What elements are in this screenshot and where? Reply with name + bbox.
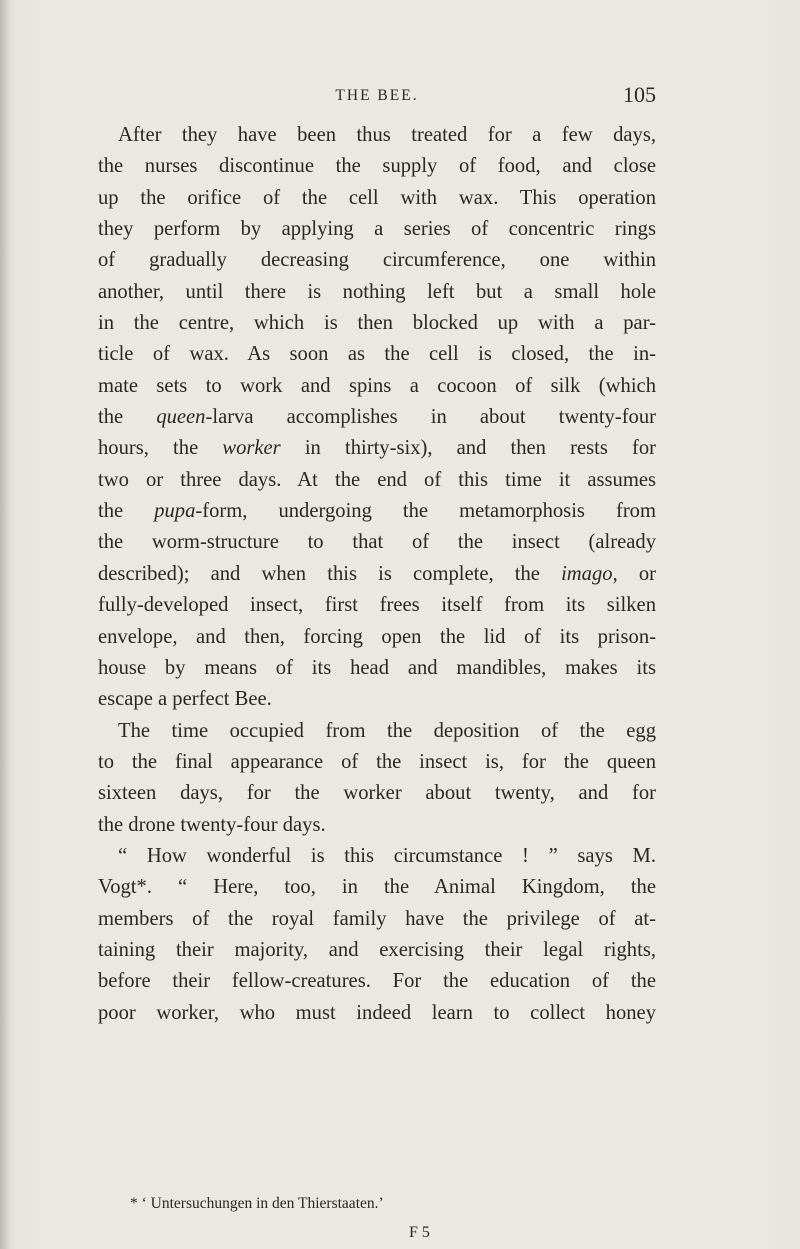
text-line: “ How wonderful is this circumstance ! ” says M. <box>118 844 656 867</box>
text-line: to the final appearance of the insect is, for the queen <box>98 750 656 773</box>
text-line: After they have been thus treated for a few days, <box>118 124 656 146</box>
text-line: fully-developed insect, first frees itself from its silken <box>98 594 656 617</box>
text-line: ticle of wax. As soon as the cell is closed, the in- <box>98 343 656 366</box>
text-line: escape a perfect Bee. <box>98 688 272 711</box>
text-line: members of the royal family have the privilege of at- <box>98 907 656 930</box>
text-line: two or three days. At the end of this time it assumes <box>98 468 656 491</box>
text-line: the drone twenty-four days. <box>98 813 326 836</box>
text-line: taining their majority, and exercising their legal rights, <box>98 938 656 961</box>
text-line: envelope, and then, forcing open the lid of its prison- <box>98 625 656 648</box>
text-line: Vogt*. “ Here, too, in the Animal Kingdom, the <box>98 876 656 899</box>
running-head <box>98 82 656 112</box>
text-line: hours, the worker in thirty-six), and then rests for <box>98 437 656 460</box>
text-line: mate sets to work and spins a cocoon of silk (which <box>98 374 656 397</box>
text-line: poor worker, who must indeed learn to collect honey <box>98 1001 656 1024</box>
running-title: THE BEE. <box>335 87 419 104</box>
text-line: before their fellow-creatures. For the education of the <box>98 970 656 993</box>
text-line: described); and when this is complete, the imago, or <box>98 562 657 585</box>
page-number: 105 <box>623 82 656 107</box>
text-line: house by means of its head and mandibles, makes its <box>98 656 656 679</box>
body-text <box>98 120 656 1029</box>
text-line: they perform by applying a series of concentric rings <box>98 218 656 241</box>
signature-mark: F 5 <box>409 1224 430 1241</box>
spine-shadow <box>0 0 10 1249</box>
text-line: of gradually decreasing circumference, one within <box>98 249 656 272</box>
text-line: the worm-structure to that of the insect (already <box>98 531 656 554</box>
text-line: another, until there is nothing left but a small hole <box>98 280 656 303</box>
footnote: * ‘ Untersuchungen in den Thierstaaten.’ <box>130 1195 384 1212</box>
text-line: The time occupied from the deposition of the egg <box>118 719 656 742</box>
text-line: the nurses discontinue the supply of food, and close <box>98 155 656 178</box>
text-line: sixteen days, for the worker about twenty, and for <box>98 782 656 805</box>
text-line: in the centre, which is then blocked up with a par- <box>98 312 656 335</box>
text-line: the pupa-form, undergoing the metamorphosis from <box>98 500 656 523</box>
text-line: up the orifice of the cell with wax. This operation <box>98 186 656 209</box>
text-line: the queen-larva accomplishes in about twenty-four <box>98 406 656 429</box>
